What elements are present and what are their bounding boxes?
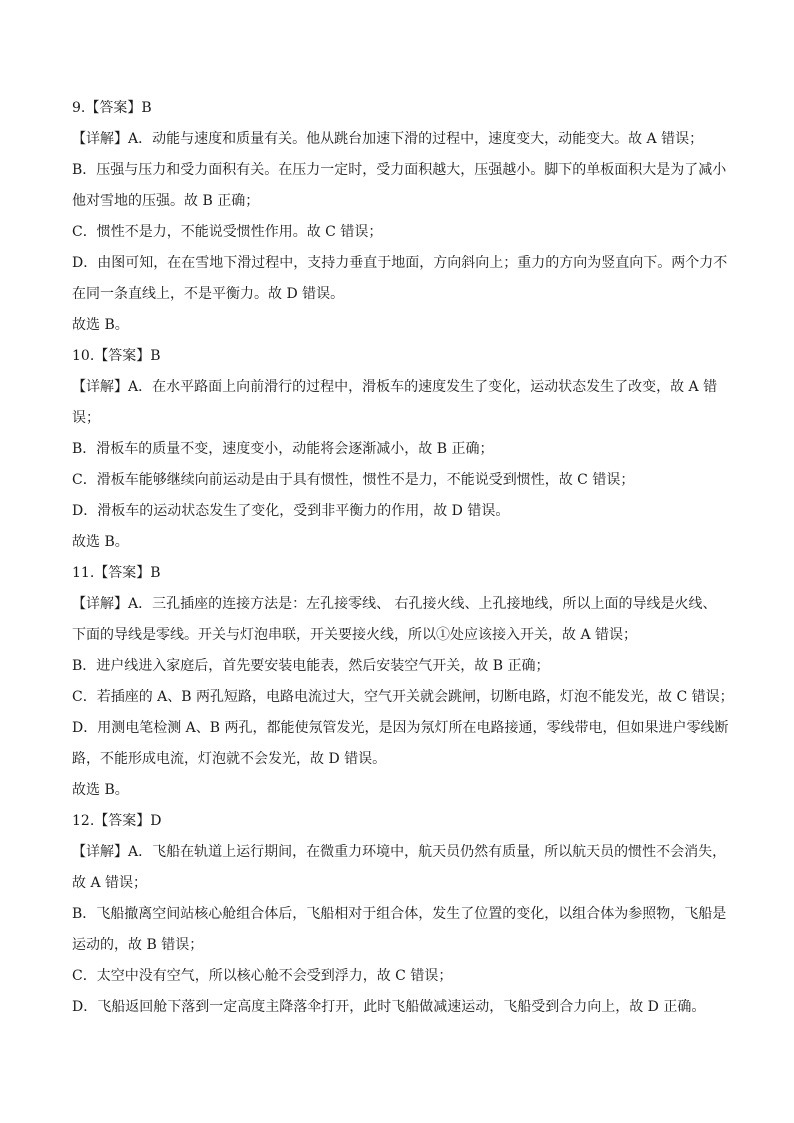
answer-9-line-7: 故选 B。 [72,317,129,333]
answer-9-line-6: 在同一条直线上，不是平衡力。故 D 错误。 [72,286,345,302]
answer-12-line-6: D．飞船返回舱下落到一定高度主降落伞打开，此时飞船做减速运动，飞船受到合力向上，故 D 正确。 [72,999,706,1015]
answer-10-line-5: D．滑板车的运动状态发生了变化，受到非平衡力的作用，故 D 错误。 [72,503,510,519]
answer-11-title: 11.【答案】B [72,565,161,581]
answer-12-line-5: C．太空中没有空气，所以核心舱不会受到浮力，故 C 错误； [72,968,453,984]
answer-12-title: 12.【答案】D [72,813,162,829]
answer-10-line-1: 【详解】A．在水平路面上向前滑行的过程中，滑板车的速度发生了变化，运动状态发生了改变，故 A 错 [72,379,718,395]
answer-content [72,98,732,1028]
answer-9-line-1: 【详解】A．动能与速度和质量有关。他从跳台加速下滑的过程中，速度变大，动能变大。故 A 错误； [72,131,704,147]
answer-11-line-1: 【详解】A．三孔插座的连接方法是：左孔接零线、 右孔接火线、上孔接地线，所以上面的导线是火线、 [72,596,717,612]
answer-10-line-6: 故选 B。 [72,534,129,550]
answer-11-line-4: C．若插座的 A、B 两孔短路，电路电流过大，空气开关就会跳闸，切断电路，灯泡不能发光，故 C 错误； [72,689,734,705]
answer-12-line-1: 【详解】A．飞船在轨道上运行期间，在微重力环境中，航天员仍然有质量，所以航天员的惯性不会消失， [72,844,727,860]
answer-11-line-2: 下面的导线是零线。开关与灯泡串联，开关要接火线，所以①处应该接入开关，故 A 错误； [72,627,638,643]
answer-11-line-3: B．进户线进入家庭后，首先要安装电能表，然后安装空气开关，故 B 正确； [72,658,550,674]
answer-10-title: 10.【答案】B [72,348,161,364]
answer-9-line-5: D．由图可知，在在雪地下滑过程中，支持力垂直于地面，方向斜向上；重力的方向为竖直向下。两个力不 [72,255,728,271]
answer-11-line-7: 故选 B。 [72,782,129,798]
answer-9-title: 9.【答案】B [72,100,152,116]
answer-10-line-3: B．滑板车的质量不变，速度变小，动能将会逐渐减小，故 B 正确； [72,441,494,457]
answer-12-line-3: B．飞船撤离空间站核心舱组合体后，飞船相对于组合体，发生了位置的变化，以组合体为参照物，飞船是 [72,906,727,922]
answer-9-line-3: 他对雪地的压强。故 B 正确； [72,193,260,209]
answer-9-line-4: C．惯性不是力，不能说受惯性作用。故 C 错误； [72,224,383,240]
answer-10-line-2: 误； [72,410,100,426]
answer-12-line-4: 运动的，故 B 错误； [72,937,204,953]
answer-9-line-2: B．压强与压力和受力面积有关。在压力一定时，受力面积越大，压强越小。脚下的单板面积大是为了减小 [72,162,727,178]
answer-12-line-2: 故 A 错误； [72,875,148,891]
answer-11-line-5: D．用测电笔检测 A、B 两孔，都能使氖管发光，是因为氖灯所在电路接通，零线带电，但如果进户零线断 [72,720,729,736]
answer-11-line-6: 路，不能形成电流，灯泡就不会发光，故 D 错误。 [72,751,387,767]
answer-10-line-4: C．滑板车能够继续向前运动是由于具有惯性，惯性不是力，不能说受到惯性，故 C 错误； [72,472,635,488]
